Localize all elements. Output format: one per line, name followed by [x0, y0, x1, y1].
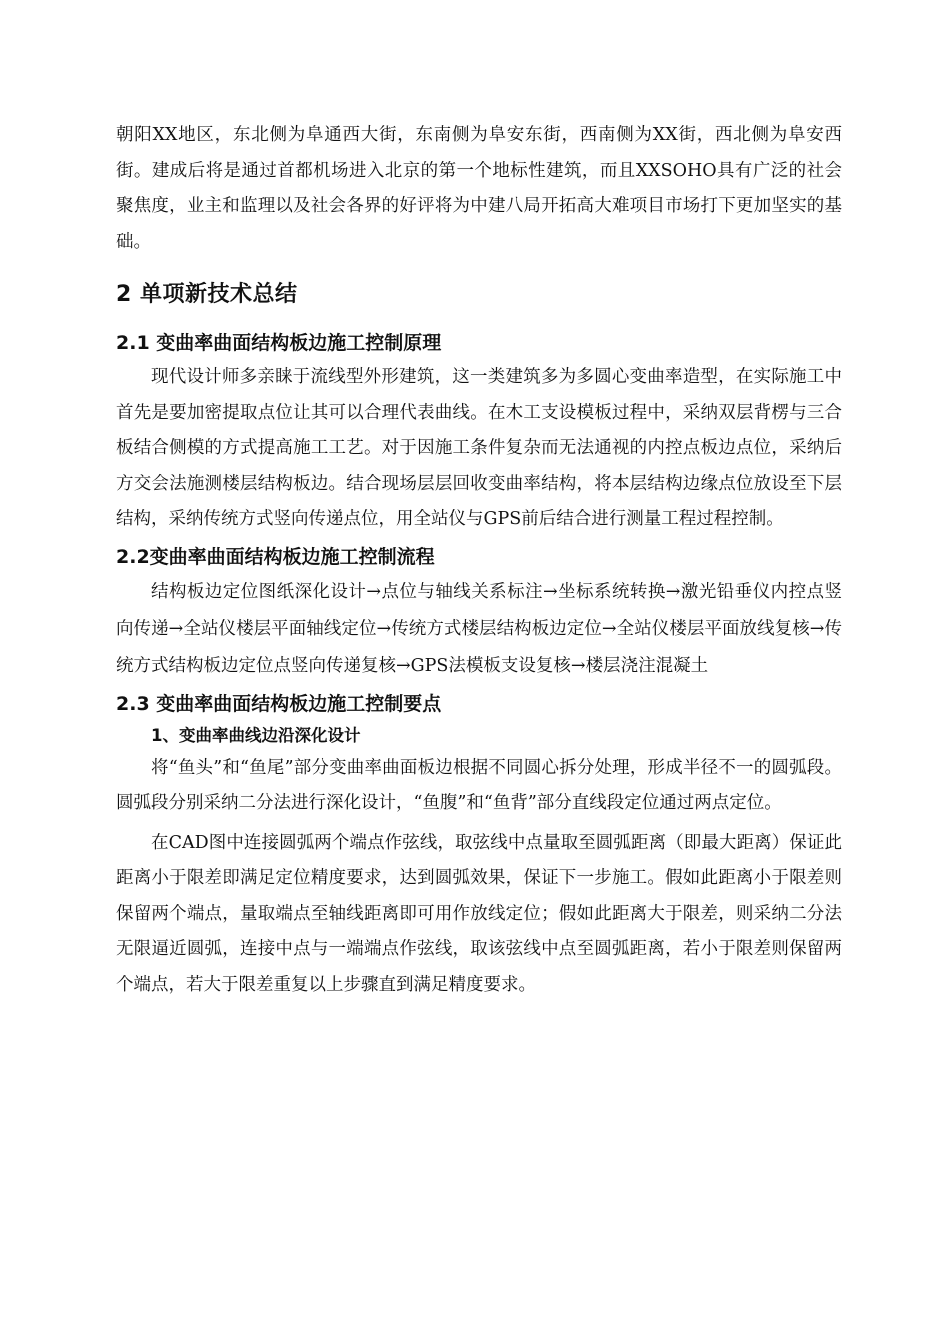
process-flow-text: 结构板边定位图纸深化设计→点位与轴线关系标注→坐标系统转换→激光铅垂仪内控点竖向传递→全站仪楼层平面轴线定位→传统方式楼层结构板边定位→全站仪楼层平面放线复核→传统方式结构板边定位点竖向传递复核→GPS法模板支设复核→楼层浇注混凝土 — [116, 581, 842, 676]
subsection-1-heading: 1、变曲率曲线边沿深化设计 — [151, 725, 361, 745]
section-2-1-heading: 2.1 变曲率曲面结构板边施工控制原理 — [116, 332, 442, 354]
intro-paragraph: 朝阳XX地区，东北侧为阜通西大街，东南侧为阜安东街，西南侧为XX街，西北侧为阜安西街。建成后将是通过首都机场进入北京的第一个地标性建筑，而且XXSOHO具有广泛的社会聚焦度，业主和监理以及社会各界的好评将为中建八局开拓高大难项目市场打下更加坚实的基础。 — [116, 125, 842, 252]
section-2-2-heading: 2.2变曲率曲面结构板边施工控制流程 — [116, 545, 435, 568]
section-2-3-heading: 2.3 变曲率曲面结构板边施工控制要点 — [116, 692, 442, 715]
document-body — [116, 118, 842, 1003]
section-2-2-flow — [116, 574, 842, 685]
section-2-heading: 2 单项新技术总结 — [116, 282, 298, 307]
section-2-3-paragraph-2: 在CAD图中连接圆弧两个端点作弦线，取弦线中点量取至圆弧距离（即最大距离）保证此距离小于限差即满足定位精度要求，达到圆弧效果，保证下一步施工。假如此距离小于限差则保留两个端点，量取端点至轴线距离即可用作放线定位；假如此距离大于限差，则采纳二分法无限逼近圆弧，连接中点与一端端点作弦线，取该弦线中点至圆弧距离，若小于限差则保留两个端点，若大于限差重复以上步骤直到满足精度要求。 — [116, 832, 842, 995]
section-2-3-paragraph-1: 将“鱼头”和“鱼尾”部分变曲率曲面板边根据不同圆心拆分处理，形成半径不一的圆弧段。圆弧段分别采纳二分法进行深化设计，“鱼腹”和“鱼背”部分直线段定位通过两点定位。 — [116, 757, 842, 813]
section-2-1-paragraph: 现代设计师多亲睐于流线型外形建筑，这一类建筑多为多圆心变曲率造型，在实际施工中首先是要加密提取点位让其可以合理代表曲线。在木工支设模板过程中，采纳双层背楞与三合板结合侧模的方式提高施工工艺。对于因施工条件复杂而无法通视的内控点板边点位，采纳后方交会法施测楼层结构板边。结合现场层层回收变曲率结构，将本层结构边缘点位放设至下层结构，采纳传统方式竖向传递点位，用全站仪与GPS前后结合进行测量工程过程控制。 — [116, 367, 842, 529]
